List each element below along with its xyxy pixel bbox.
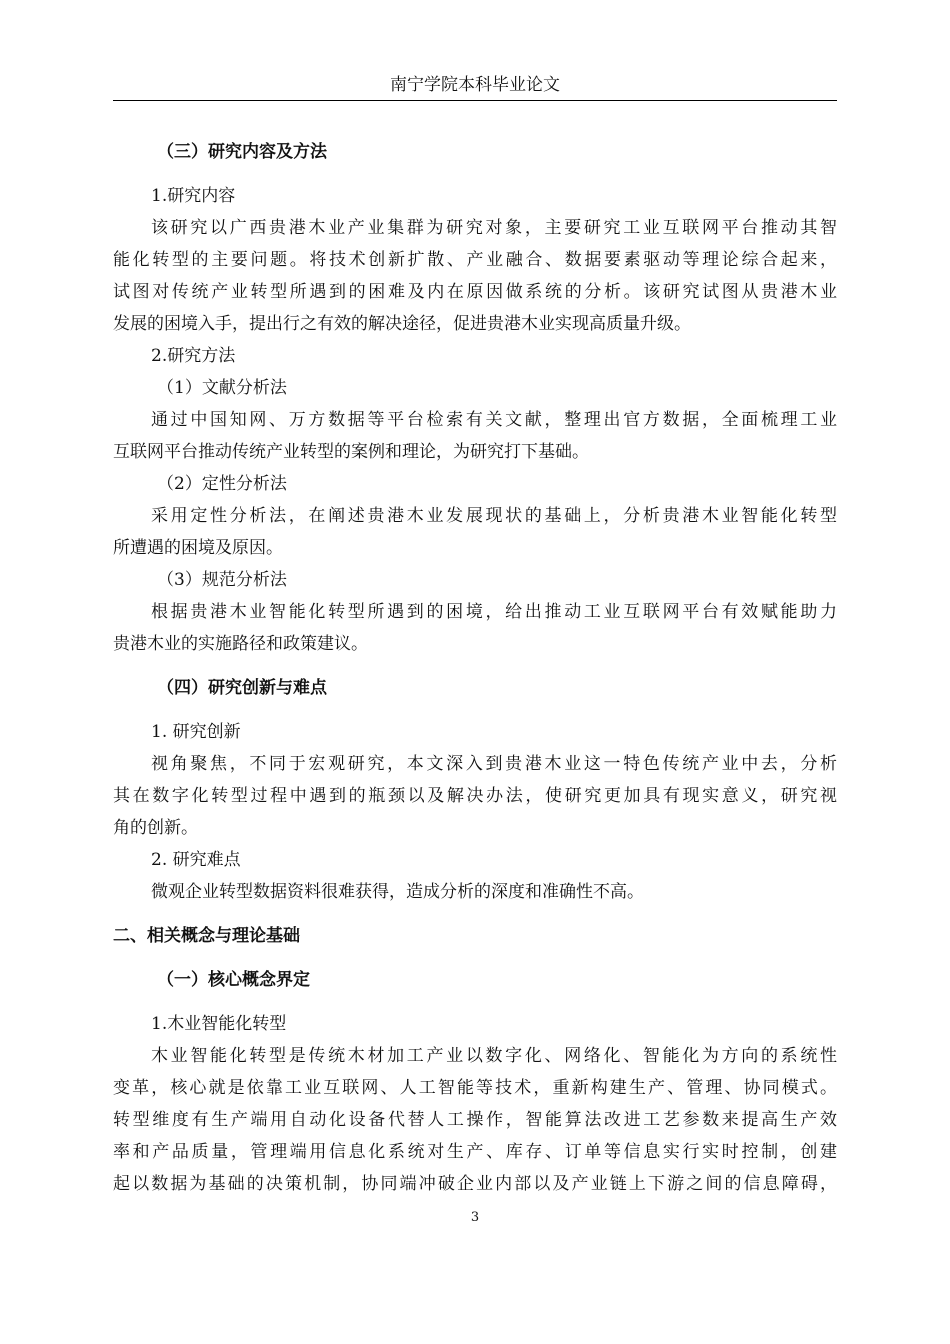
page-number: 3 [470,1210,480,1225]
paragraph-line: 该研究以广西贵港木业产业集群为研究对象，主要研究工业互联网平台推动其智 [151,218,837,238]
section-heading-research-content-methods: （三）研究内容及方法 [157,142,327,162]
chapter-heading-concepts-theory: 二、相关概念与理论基础 [113,926,300,946]
section-heading-innovation-difficulties: （四）研究创新与难点 [157,678,327,698]
subheading-difficulties: 2. 研究难点 [151,850,241,870]
paragraph-line: 通过中国知网、万方数据等平台检索有关文献，整理出官方数据，全面梳理工业 [151,410,837,430]
paragraph-line: 角的创新。 [113,818,198,838]
paragraph-line: 发展的困境入手，提出行之有效的解决途径，促进贵港木业实现高质量升级。 [113,314,691,334]
method-title-qualitative: （2）定性分析法 [157,474,287,494]
header-rule [113,100,837,101]
method-title-normative: （3）规范分析法 [157,570,287,590]
paragraph-line: 起以数据为基础的决策机制，协同端冲破企业内部以及产业链上下游之间的信息障碍， [113,1174,837,1194]
paragraph-line: 转型维度有生产端用自动化设备代替人工操作，智能算法改进工艺参数来提高生产效 [113,1110,837,1130]
subheading-wood-intelligent-transformation: 1.木业智能化转型 [151,1014,287,1034]
paragraph-line: 视角聚焦，不同于宏观研究，本文深入到贵港木业这一特色传统产业中去，分析 [151,754,837,774]
paragraph-line: 木业智能化转型是传统木材加工产业以数字化、网络化、智能化为方向的系统性 [151,1046,837,1066]
paragraph-line: 根据贵港木业智能化转型所遇到的困境，给出推动工业互联网平台有效赋能助力 [151,602,837,622]
running-header: 南宁学院本科毕业论文 [390,75,560,95]
paragraph-line: 变革，核心就是依靠工业互联网、人工智能等技术，重新构建生产、管理、协同模式。 [113,1078,837,1098]
paragraph-line: 试图对传统产业转型所遇到的困难及内在原因做系统的分析。该研究试图从贵港木业 [113,282,837,302]
paragraph-line: 所遭遇的困境及原因。 [113,538,283,558]
paragraph-line: 采用定性分析法，在阐述贵港木业发展现状的基础上，分析贵港木业智能化转型 [151,506,837,526]
subheading-research-methods: 2.研究方法 [151,346,236,366]
paragraph-line: 互联网平台推动传统产业转型的案例和理论，为研究打下基础。 [113,442,589,462]
paragraph-line: 微观企业转型数据资料很难获得，造成分析的深度和准确性不高。 [151,882,644,902]
paragraph-line: 能化转型的主要问题。将技术创新扩散、产业融合、数据要素驱动等理论综合起来， [113,250,837,270]
paragraph-line: 其在数字化转型过程中遇到的瓶颈以及解决办法，使研究更加具有现实意义，研究视 [113,786,837,806]
method-title-literature: （1）文献分析法 [157,378,287,398]
section-heading-core-concepts: （一）核心概念界定 [157,970,310,990]
subheading-research-content: 1.研究内容 [151,186,236,206]
paragraph-line: 贵港木业的实施路径和政策建议。 [113,634,368,654]
paragraph-line: 率和产品质量，管理端用信息化系统对生产、库存、订单等信息实行实时控制，创建 [113,1142,837,1162]
subheading-innovation: 1. 研究创新 [151,722,241,742]
